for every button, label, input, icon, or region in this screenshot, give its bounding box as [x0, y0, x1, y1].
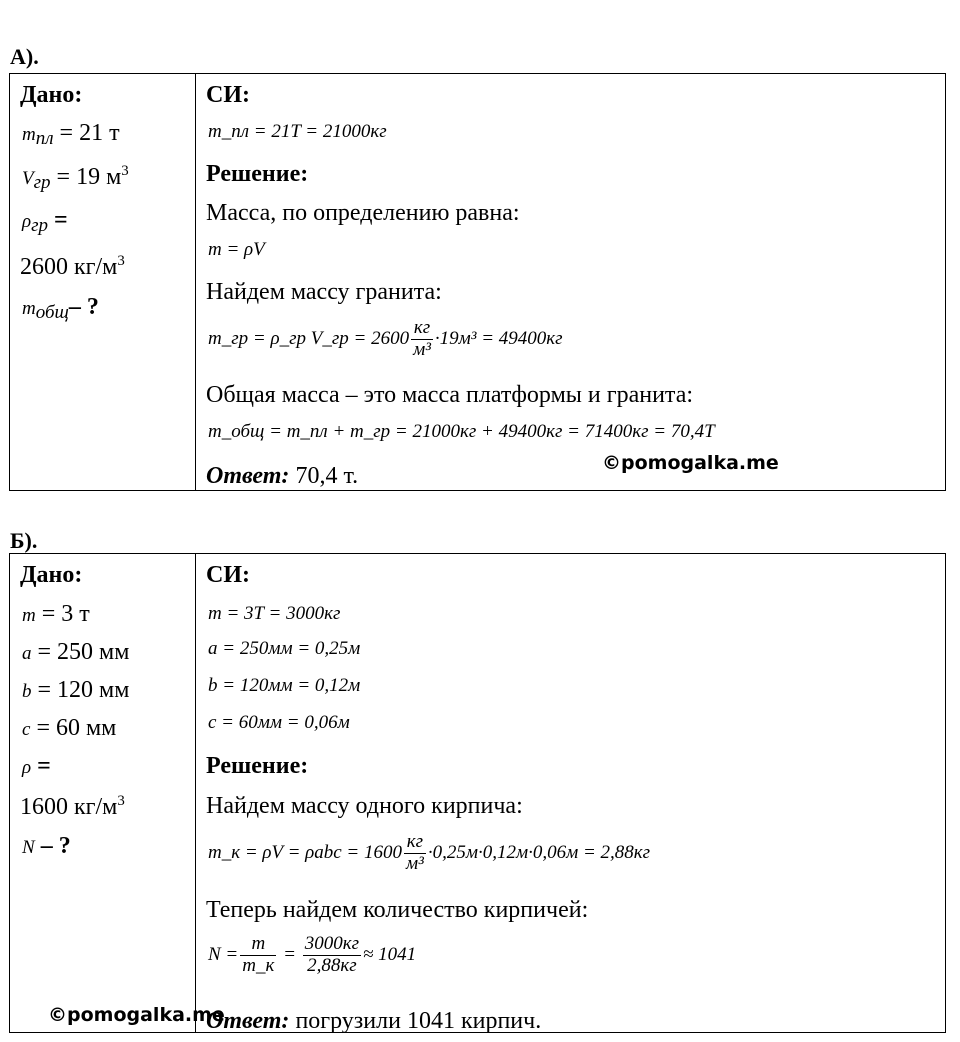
part-a-label: А). — [10, 44, 39, 69]
fraction-kg-per-m3: $\frac{кг}{\text{м³}}$ — [406, 831, 424, 874]
given-unknown-total-mass: $m_{общ}-$ ? — [22, 294, 99, 323]
part-a-given-title: Дано: — [20, 82, 83, 108]
part-a-given-cell — [10, 74, 196, 491]
given-volume-granite: $V_{гр} = 19$ $м^3$ — [22, 163, 129, 193]
part-b-given-cell — [10, 554, 225, 1033]
part-a-text-2: Найдем массу гранита: — [206, 279, 442, 305]
fraction-kg-per-m3: $\frac{кг}{\text{м³}}$ — [413, 317, 431, 360]
part-b-solution-title: Решение: — [206, 753, 309, 779]
part-a-formula-3: m_общ = m_пл + m_гр = 21000кг + 49400кг = 71400кг = 70,4T — [208, 421, 715, 442]
part-b-si-line-4: c = 60мм = 0,06м — [208, 712, 350, 733]
given-height-c: c = 60 мм — [22, 715, 117, 741]
part-a-si-title: СИ: — [206, 82, 250, 108]
part-b-label: Б). — [10, 528, 38, 553]
watermark: ©pomogalka.me — [48, 1004, 225, 1026]
part-b-table — [9, 553, 946, 1033]
part-b-si-line-3: b = 120мм = 0,12м — [208, 675, 361, 696]
part-a-answer: Ответ: 70,4 т. — [206, 463, 359, 489]
fraction-m-over-mk: $\frac{m}{m\_к}$ — [242, 933, 275, 976]
part-a-formula-2: m_гр = ρ_гр V_гр = 2600 $\frac{кг}{\text{м³}}$ ·19м³ = 49400кг — [208, 317, 563, 360]
part-b-solution-cell — [196, 554, 946, 1033]
part-a-table — [9, 73, 946, 491]
part-b-text-2: Теперь найдем количество кирпичей: — [206, 897, 589, 923]
part-b-si-line-2: a = 250мм = 0,25м — [208, 638, 361, 659]
part-a-formula-1: m = ρV — [208, 239, 265, 260]
part-a-si-line: m_пл = 21T = 21000кг — [208, 121, 387, 142]
given-unknown-count: N – ? — [22, 833, 71, 859]
given-mass-platform: $m_{пл} = 21$ т — [22, 120, 120, 149]
given-total-mass: m = 3 т — [22, 601, 90, 627]
part-a-solution-cell — [196, 74, 946, 491]
watermark: ©pomogalka.me — [602, 452, 779, 474]
part-b-formula-2: N = $\frac{m}{m\_к}$ = $\frac{3000кг}{2,88кг}$ ≈ 1041 — [208, 933, 417, 976]
given-density-granite: $\rho_{гр}$ = — [22, 207, 68, 236]
given-length-a: a = 250 мм — [22, 639, 130, 665]
part-b-answer: Ответ: погрузили 1041 кирпич. — [206, 1008, 542, 1034]
given-density-value: 2600 $кг/м^3$ — [20, 253, 125, 280]
part-b-formula-1: m_к = ρV = ρabc = 1600 $\frac{кг}{\text{м³}}$ ·0,25м·0,12м·0,06м = 2,88кг — [208, 831, 651, 874]
fraction-3000-over-2-88: $\frac{3000кг}{2,88кг}$ — [304, 933, 359, 976]
given-width-b: b = 120 мм — [22, 677, 130, 703]
part-a-text-1: Масса, по определению равна: — [206, 200, 520, 226]
part-a-solution-title: Решение: — [206, 161, 309, 187]
part-a-text-3: Общая масса – это масса платформы и гранита: — [206, 382, 694, 408]
part-b-si-title: СИ: — [206, 562, 250, 588]
given-density: ρ = — [22, 753, 51, 779]
part-b-given-title: Дано: — [20, 562, 83, 588]
part-b-text-1: Найдем массу одного кирпича: — [206, 793, 523, 819]
part-b-si-line-1: m = 3T = 3000кг — [208, 603, 341, 624]
given-density-value: 1600 $кг/м^3$ — [20, 793, 125, 820]
